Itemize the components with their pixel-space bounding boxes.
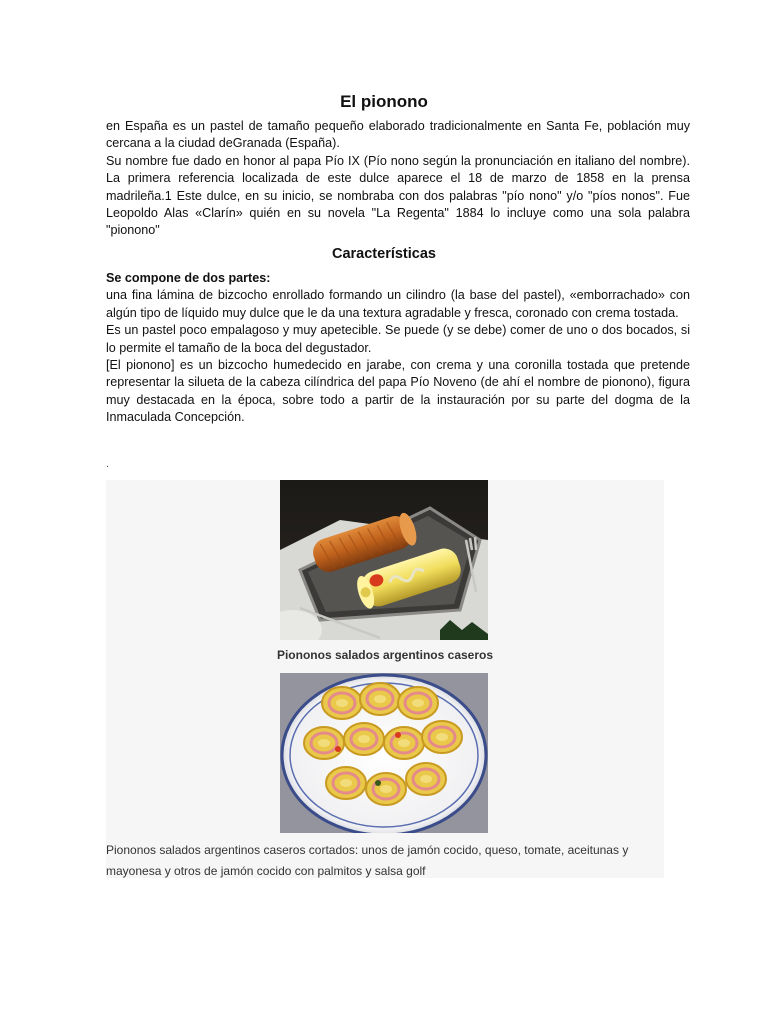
photo-pionono-slices (280, 673, 488, 833)
section-heading: Características (332, 246, 436, 262)
section-paragraph-2: Es un pastel poco empalagoso y muy apetecible. Se puede (y se debe) comer de uno o dos bocados, si lo permite el tamaño de la boca del degustador. (106, 323, 690, 355)
photo-caption-2: Piononos salados argentinos caseros cortados: unos de jamón cocido, queso, tomate, aceitunas y mayonesa y otros de jamón cocido con palmitos y salsa golf (106, 843, 629, 878)
intro-paragraph-1: en España es un pastel de tamaño pequeño elaborado tradicionalmente en Santa Fe, población muy cercana a la ciudad deGranada (España). (106, 119, 690, 151)
photo-pionono-rolls (280, 480, 488, 640)
section-paragraph-1: una fina lámina de bizcocho enrollado formando un cilindro (la base del pastel), «emborrachado» con algún tipo de líquido muy dulce que le da una textura agradable y fresca, coronado con crema tostada. (106, 288, 690, 320)
section-lead: Se compone de dos partes: (106, 271, 271, 285)
characteristics-section (106, 270, 690, 427)
intro-section (106, 118, 690, 240)
section-paragraph-3: [El pionono] es un bizcocho humedecido en jarabe, con crema y una coronilla tostada que pretende representar la silueta de la cabeza cilíndrica del papa Pío Noveno (de ahí el nombre de pionono), figura muy destacada en la época, sobre todo a partir de la instauración por su parte del dogma de la Inmaculada Concepción. (106, 358, 690, 425)
image-gallery (106, 480, 664, 878)
intro-paragraph-2: Su nombre fue dado en honor al papa Pío IX (Pío nono según la pronunciación en italiano del nombre). La primera referencia localizada de este dulce aparece el 18 de marzo de 1858 en la prensa madrileña.1 Este dulce, en su inicio, se nombraba con dos palabras "pío nono" y/o "píos nonos". Fue Leopoldo Alas «Clarín» quién en su novela "La Regenta" 1884 lo incluye como una sola palabra "pionono" (106, 153, 690, 238)
separator-dot: . (106, 458, 110, 470)
photo-caption-1: Piononos salados argentinos caseros (276, 648, 494, 662)
page-title: El pionono (340, 92, 428, 111)
